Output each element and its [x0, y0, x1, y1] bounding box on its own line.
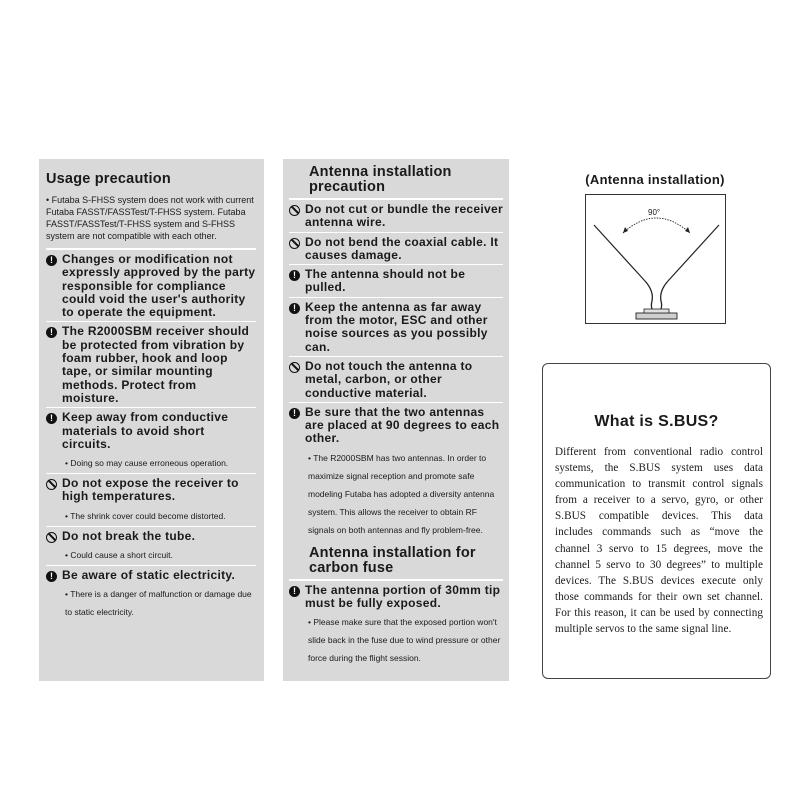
warning-icon: !: [289, 586, 300, 597]
usage-precaution-panel: [39, 159, 264, 681]
precaution-item-head: [289, 301, 503, 354]
warning-icon: !: [46, 413, 57, 424]
precaution-subnote: [46, 545, 256, 563]
precaution-item-head: [289, 584, 503, 611]
precaution-subnote: [289, 612, 503, 666]
sbus-info-box: [542, 363, 771, 679]
usage-item-list: [46, 248, 256, 622]
precaution-item: [46, 248, 256, 321]
precaution-subnote-text: • Could cause a short circuit.: [65, 550, 173, 560]
carbon-item-list: [289, 579, 503, 669]
usage-note: • Futaba S-FHSS system does not work with current Futaba FASST/FASSTest/T-FHSS system. Futaba FASST/FASSTest/T-FHSS system and S-FHSS system are not compatible with each other.: [46, 195, 254, 241]
precaution-item: [289, 232, 503, 265]
usage-precaution-title: Usage precaution: [46, 171, 171, 187]
precaution-subnote-text: • Doing so may cause erroneous operation.: [65, 458, 228, 468]
prohibit-icon: [289, 362, 300, 373]
precaution-item-head: [289, 203, 503, 230]
precaution-text: Do not break the tube.: [62, 528, 196, 543]
precaution-subnote: [46, 453, 256, 471]
precaution-text: Do not touch the antenna to metal, carbon, or other conductive material.: [305, 358, 473, 400]
precaution-text: The antenna portion of 30mm tip must be fully exposed.: [305, 582, 501, 611]
prohibit-icon: [289, 205, 300, 216]
carbon-fuse-title: Antenna installation for carbon fuse: [309, 544, 476, 576]
precaution-text: Be sure that the two antennas are placed at 90 degrees to each other.: [305, 404, 500, 446]
precaution-subnote-text: • There is a danger of malfunction or damage due to static electricity.: [65, 589, 252, 617]
antenna-angle-label: 90°: [648, 208, 661, 217]
precaution-item: [46, 526, 256, 565]
precaution-subnote: [46, 584, 256, 620]
precaution-item-head: [46, 569, 256, 582]
antenna-diagram: [585, 194, 726, 324]
antenna-precaution-title: Antenna installation precaution: [309, 164, 452, 195]
warning-icon: !: [289, 408, 300, 419]
precaution-text: Do not cut or bundle the receiver antenna wire.: [305, 202, 503, 230]
precaution-subnote-text: • The R2000SBM has two antennas. In order to maximize signal reception and promote safe modeling Futaba has adopted a diversity antenna system. This allows the receiver to obtain RF signals on both antennas and fly problem-free.: [308, 453, 494, 535]
precaution-text: Keep away from conductive materials to avoid short circuits.: [62, 410, 229, 451]
precaution-text: Do not bend the coaxial cable. It causes damage.: [305, 234, 499, 262]
precaution-item-head: [289, 360, 503, 400]
precaution-item: [289, 297, 503, 356]
precaution-item-head: [289, 406, 503, 446]
precaution-text: Do not expose the receiver to high temperatures.: [62, 476, 239, 504]
warning-icon: !: [46, 571, 57, 582]
prohibit-icon: [46, 479, 57, 490]
prohibit-icon: [289, 238, 300, 249]
precaution-item: [46, 565, 256, 622]
precaution-text: The antenna should not be pulled.: [305, 267, 466, 295]
precaution-subnote: [46, 506, 256, 524]
precaution-text: The R2000SBM receiver should be protected from vibration by foam rubber, hook and loop tape, or similar mounting methods. Protect from moisture.: [62, 324, 250, 405]
precaution-item: [289, 402, 503, 540]
prohibit-icon: [46, 532, 57, 543]
precaution-text: Be aware of static electricity.: [62, 568, 236, 583]
sbus-title: What is S.BUS?: [594, 413, 719, 430]
precaution-item: [46, 473, 256, 526]
precaution-item: [46, 321, 256, 407]
precaution-subnote-text: • The shrink cover could become distorted.: [65, 511, 226, 521]
sbus-description: Different from conventional radio control systems, the S.BUS system uses data communication to transmit control signals from a receiver to a servo, gyro, or other S.BUS compatible devices. This data includes commands such as “move the channel 3 servo to 15 degrees, move the channel 5 servo to 30 degrees” to multiple devices. The S.BUS devices execute only those commands for their own set channel. For this reason, it can be used by connecting multiple servos to the same signal line.: [555, 446, 763, 636]
antenna-diagram-title: (Antenna installation): [585, 172, 725, 187]
warning-icon: !: [46, 327, 57, 338]
precaution-text: Changes or modification not expressly approved by the party responsible for compliance could void the user's authority to operate the equipment.: [62, 252, 256, 320]
warning-icon: !: [289, 303, 300, 314]
precaution-item-head: [46, 325, 256, 405]
precaution-subnote: [289, 448, 503, 538]
precaution-item-head: [289, 236, 503, 263]
precaution-item: [289, 579, 503, 669]
warning-icon: !: [46, 255, 57, 266]
precaution-item: [289, 264, 503, 297]
precaution-subnote-text: • Please make sure that the exposed portion won't slide back in the fuse due to wind pressure or other force during the flight session.: [308, 617, 500, 663]
precaution-item: [289, 198, 503, 232]
precaution-item: [289, 356, 503, 402]
precaution-item-head: [46, 253, 256, 319]
precaution-item-head: [46, 530, 256, 543]
antenna-precaution-panel: [283, 159, 509, 681]
warning-icon: !: [289, 270, 300, 281]
precaution-item: [46, 407, 256, 473]
precaution-item-head: [46, 411, 256, 451]
precaution-item-head: [46, 477, 256, 504]
precaution-item-head: [289, 268, 503, 295]
precaution-text: Keep the antenna as far away from the motor, ESC and other noise sources as you possibly can.: [305, 299, 488, 354]
antenna-item-list: [289, 198, 503, 540]
